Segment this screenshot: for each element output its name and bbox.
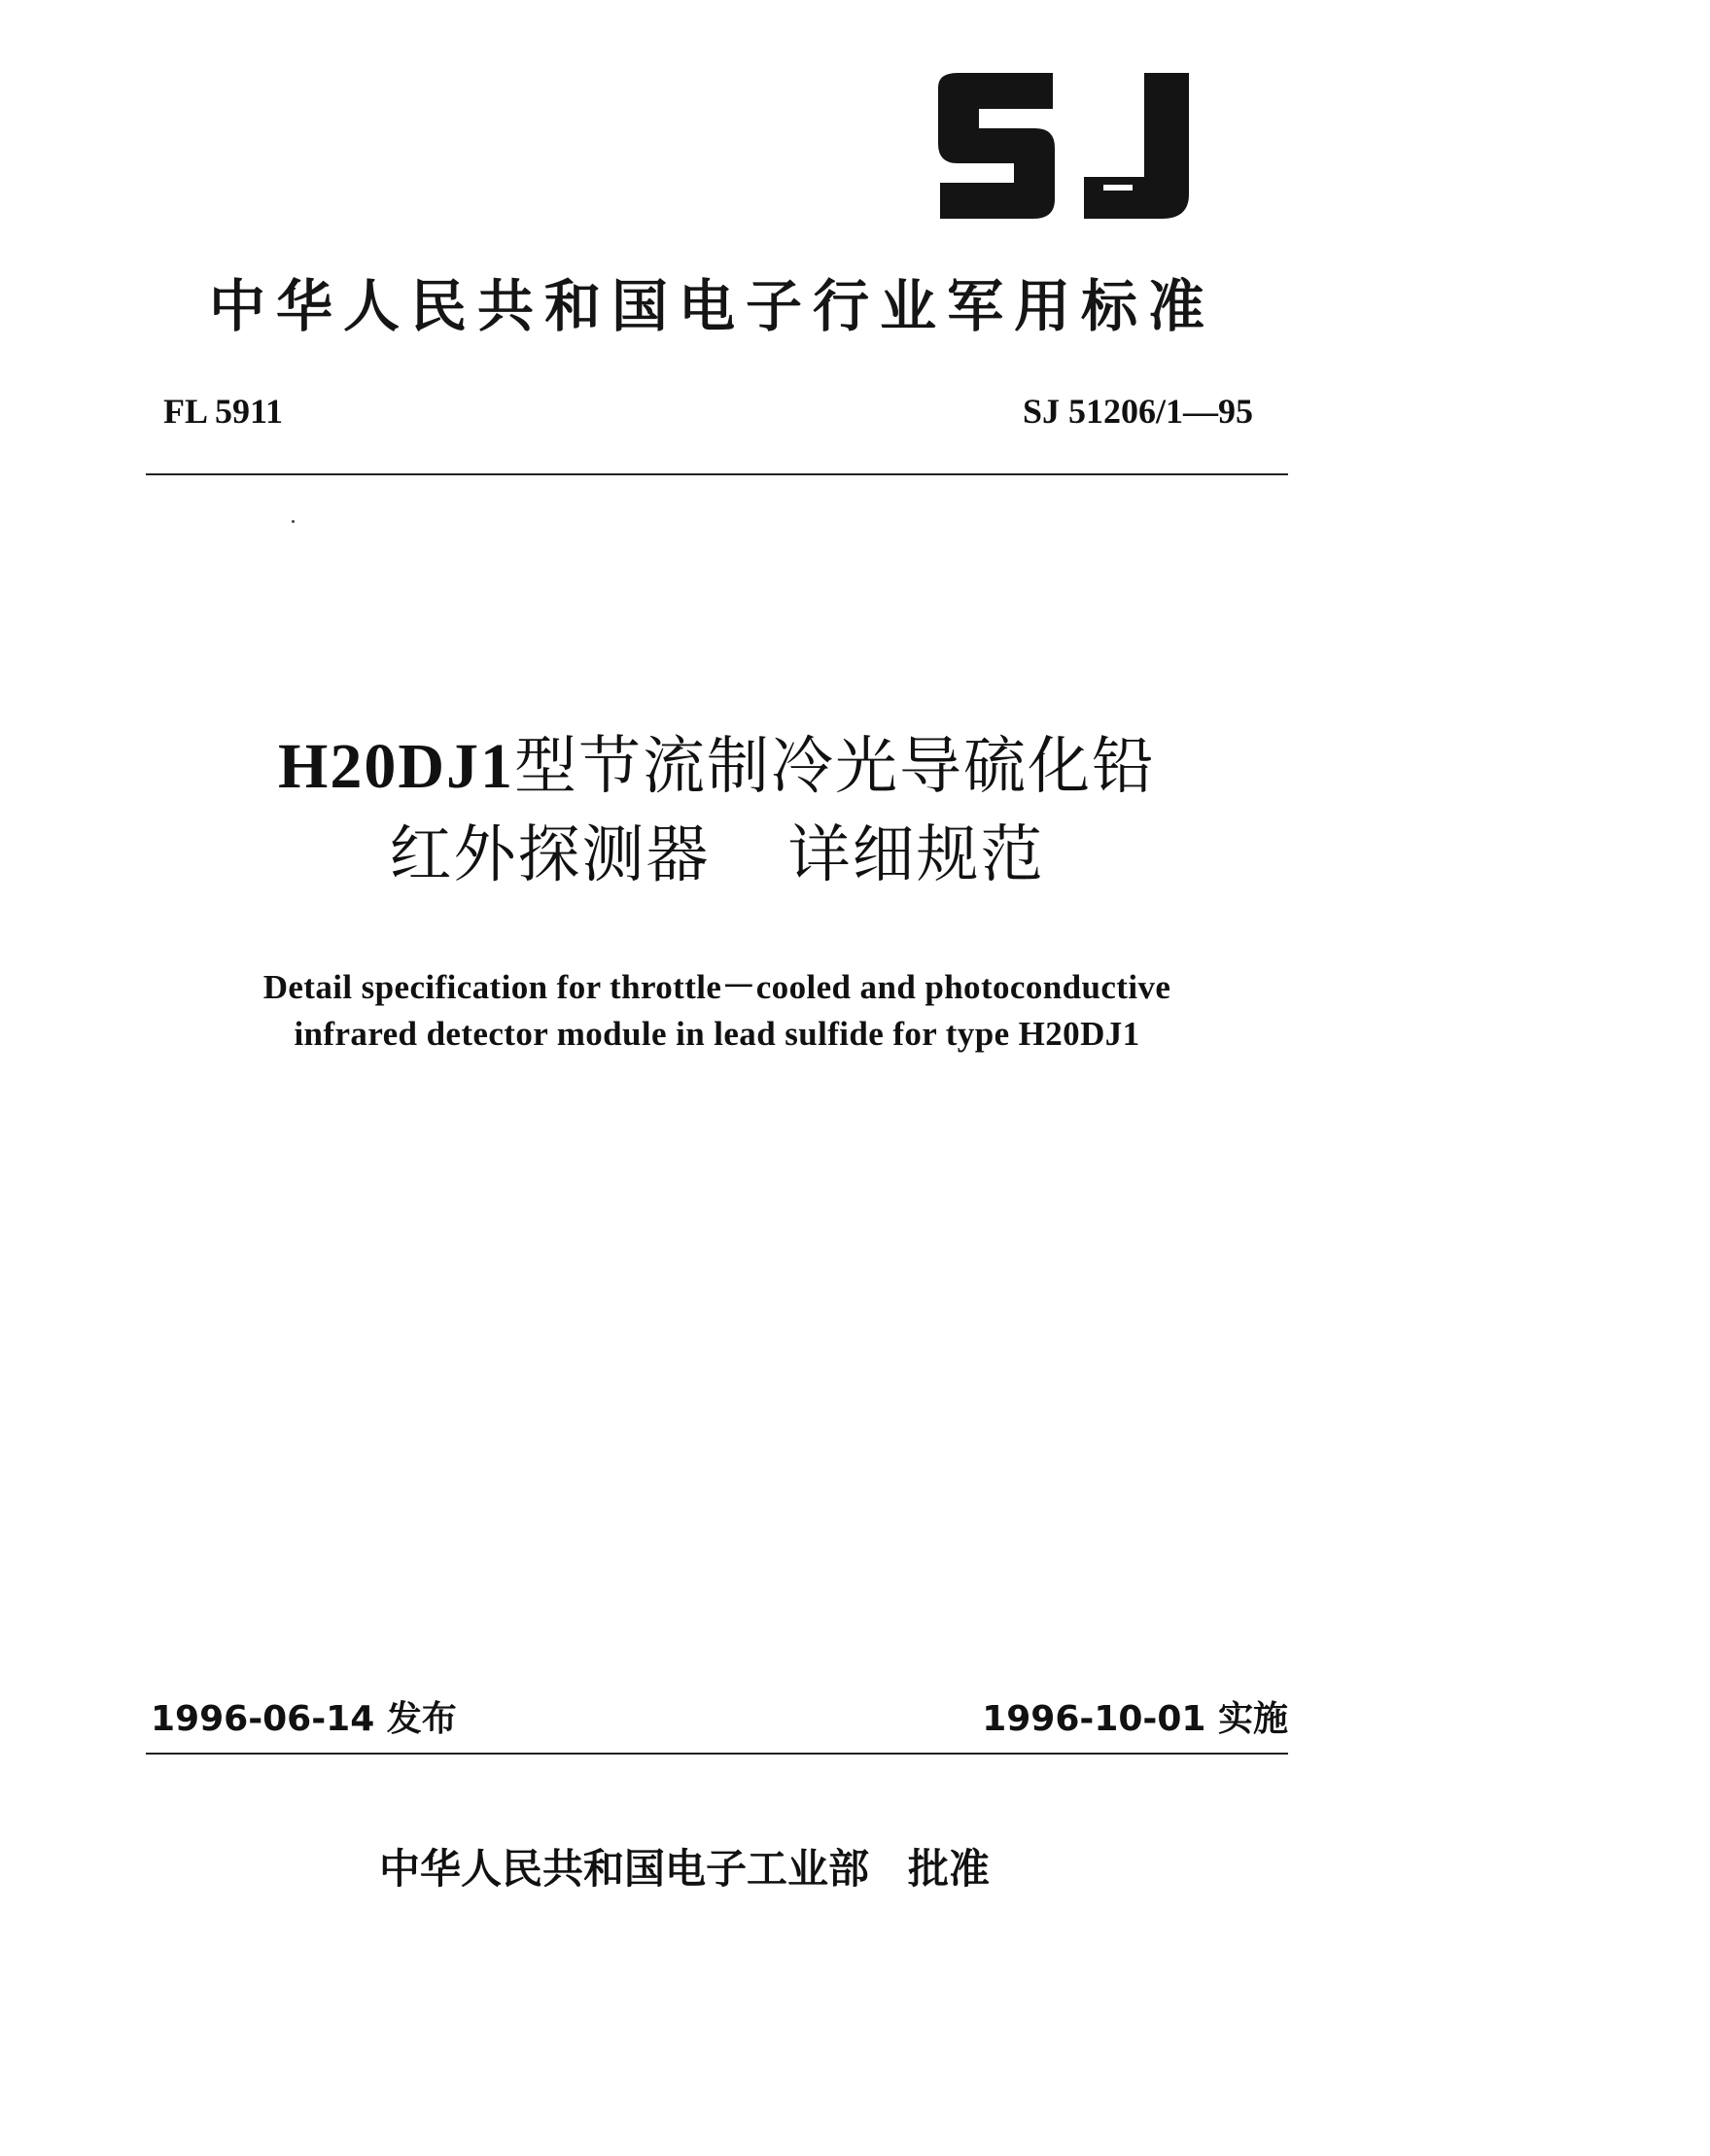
standard-number: SJ 51206/1—95: [1022, 392, 1253, 431]
implementation-date: 1996-10-01 实施: [982, 1699, 1288, 1739]
sj-logo-graphic: [919, 68, 1210, 224]
issue-date: 1996-06-14 发布: [151, 1699, 457, 1739]
sj-logo: [919, 68, 1210, 224]
footer-divider: [146, 1753, 1288, 1755]
approval-line: [379, 1837, 990, 1895]
chinese-title-line-2-part-2: 详细规范: [787, 819, 1045, 891]
chinese-title-line-2-part-1: 红外探测器: [389, 819, 711, 891]
scan-speck: [292, 520, 295, 523]
header-divider: [146, 473, 1288, 475]
model-number: H20DJ1: [278, 731, 514, 802]
chinese-title-line-2: [0, 805, 1434, 894]
chinese-title-line-1-text: 型节流制冷光导硫化铅: [514, 731, 1156, 803]
approving-authority: 中华人民共和国电子工业部: [379, 1845, 870, 1893]
chinese-title-line-1: [0, 716, 1434, 806]
english-title-line-1: Detail specification for throttle－cooled and photoconductive: [262, 968, 1171, 1006]
english-title-line-2: infrared detector module in lead sulfide for type H20DJ1: [294, 1015, 1140, 1053]
classification-code: FL 5911: [163, 392, 284, 431]
standard-series-title: 中华人民共和国电子行业军用标准: [209, 273, 1216, 339]
approval-action: 批准: [908, 1845, 991, 1893]
